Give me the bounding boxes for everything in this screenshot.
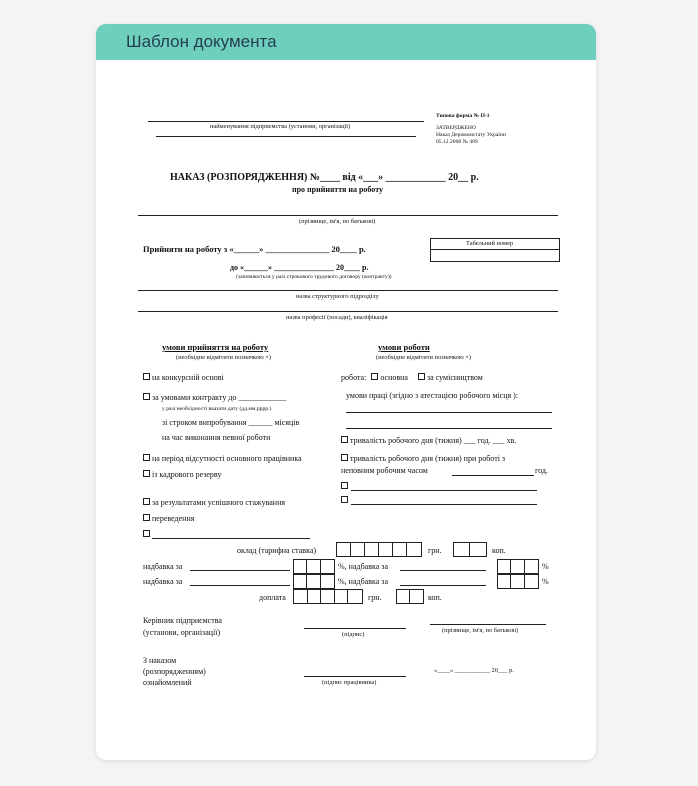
extra-pay-kop-label: коп. (428, 593, 442, 602)
tabel-divider (430, 249, 560, 250)
option-part-day[interactable] (341, 454, 505, 463)
work-type-row (341, 373, 483, 382)
checkbox-icon[interactable] (341, 482, 348, 489)
ack-label-1: З наказом (143, 656, 177, 665)
mark-note-left: (необхідне відмітити позначкою ×) (176, 354, 271, 361)
document-template-card (96, 24, 596, 760)
option-reserve-label: із кадрового резерву (152, 470, 222, 479)
bonus-line-3 (190, 585, 290, 586)
head-label-1: Керівник підприємства (143, 616, 222, 625)
conditions-hire-heading: умови прийняття на роботу (162, 342, 269, 352)
option-contract[interactable] (143, 393, 286, 402)
option-competitive[interactable] (143, 373, 224, 382)
bonus-label-2: надбавка за (143, 577, 183, 586)
option-absence[interactable] (143, 454, 302, 463)
salary-kop-label: коп. (492, 546, 506, 555)
part-time-label: за сумісництвом (426, 373, 483, 382)
work-conditions-text: умови праці (згідно з атестацією робочого місця ): (346, 391, 519, 400)
part-day-line (452, 475, 534, 476)
option-internship-label: за результатами успішного стажування (152, 498, 286, 507)
hour-abbr: год. (535, 466, 548, 475)
head-signature-line (304, 628, 406, 629)
dept-label: назва структурного підрозділу (296, 293, 379, 300)
approved-date: 05.12.2008 № 489 (436, 139, 478, 145)
main-work-label: основна (380, 373, 408, 382)
name-line (138, 215, 558, 216)
contract-note: у разі необхідності вказати дату (дд.мм.рррр.) (162, 406, 272, 412)
bonus-cells-1[interactable] (293, 559, 335, 574)
option-other-right-1[interactable] (341, 482, 350, 491)
ack-label-2: (розпорядженням) (143, 667, 206, 676)
worker-signature-line (304, 676, 406, 677)
certain-work-text: на час виконання певної роботи (162, 433, 271, 442)
bonus-mid-2: %, надбавка за (338, 577, 388, 586)
checkbox-icon[interactable] (143, 530, 150, 537)
probation-text: зі строком випробування ______ місяців (162, 418, 300, 427)
head-label-2: (установи, організації) (143, 628, 221, 637)
checkbox-icon[interactable] (143, 454, 150, 461)
mark-note-right: (необхідне відмітити позначкою ×) (376, 354, 471, 361)
extra-pay-kop-cells[interactable] (396, 589, 424, 604)
salary-label: оклад (тарифна ставка) (237, 546, 317, 555)
checkbox-icon[interactable] (143, 393, 150, 400)
salary-uah-cells[interactable] (336, 542, 422, 557)
form-p1-document (96, 24, 596, 760)
checkbox-icon[interactable] (341, 436, 348, 443)
bonus-cells-4[interactable] (497, 574, 539, 589)
ack-label-3: ознайомлений (143, 678, 192, 687)
profession-label: назва професії (посади), кваліфікація (286, 314, 388, 321)
bonus-mid-1: %, надбавка за (338, 562, 388, 571)
checkbox-icon[interactable] (143, 514, 150, 521)
extra-pay-label: доплата (259, 593, 286, 602)
conditions-work-heading: умови роботи (378, 342, 430, 352)
percent-1: % (542, 562, 549, 571)
dept-line (138, 290, 558, 291)
checkbox-icon[interactable] (371, 373, 378, 380)
work-conditions-line-2 (346, 428, 552, 429)
bonus-cells-2[interactable] (497, 559, 539, 574)
checkbox-icon[interactable] (341, 454, 348, 461)
org-line-2 (156, 136, 416, 137)
ack-date: «____» ___________ 20___ р. (434, 667, 514, 674)
other-right-line-1 (351, 490, 537, 491)
other-right-line-2 (351, 504, 537, 505)
worker-signature-label: (підпис працівника) (322, 679, 377, 686)
option-absence-label: на період відсутності основного працівника (152, 454, 302, 463)
bonus-cells-3[interactable] (293, 574, 335, 589)
bonus-line-4 (400, 585, 486, 586)
approved-label: ЗАТВЕРДЖЕНО (436, 125, 476, 131)
bonus-line-2 (400, 570, 486, 571)
extra-pay-uah-label: грн. (368, 593, 382, 602)
hire-from: Прийняти на роботу з «______» _______________ 20____ р. (143, 244, 366, 254)
extra-pay-uah-cells[interactable] (293, 589, 363, 604)
name-label: (прізвище, ім'я, по батькові) (299, 218, 376, 225)
head-name-line (430, 624, 546, 625)
work-conditions-line-1 (346, 412, 552, 413)
card-title: Шаблон документа (126, 32, 277, 51)
option-transfer[interactable] (143, 514, 194, 523)
salary-uah-label: грн. (428, 546, 442, 555)
bonus-line-1 (190, 570, 290, 571)
option-competitive-label: на конкурсній основі (152, 373, 224, 382)
work-label: робота: (341, 373, 367, 382)
option-contract-label: за умовами контракту до ____________ (152, 393, 287, 402)
option-transfer-label: переведення (152, 514, 195, 523)
checkbox-icon[interactable] (341, 496, 348, 503)
org-line (148, 121, 424, 122)
head-name-label: (прізвище, ім'я, по батькові) (442, 627, 519, 634)
checkbox-icon[interactable] (143, 498, 150, 505)
option-other-left[interactable] (143, 530, 152, 539)
option-other-right-2[interactable] (341, 496, 350, 505)
hire-to: до «______» _______________ 20____ р. (230, 263, 369, 272)
part-day-label-1: тривалість робочого дня (тижня) при роботі з (350, 454, 506, 463)
other-left-line (152, 538, 310, 539)
checkbox-icon[interactable] (143, 373, 150, 380)
head-signature-label: (підпис) (342, 631, 365, 638)
option-reserve[interactable] (143, 470, 221, 479)
day-duration-label: тривалість робочого дня (тижня) ___ год. ___ хв. (350, 436, 517, 445)
profession-line (138, 311, 558, 312)
org-label: найменування підприємства (установи, організації) (210, 123, 351, 130)
order-title: НАКАЗ (РОЗПОРЯДЖЕННЯ) №____ від «___» ____________ 20__ р. (170, 172, 479, 183)
typical-form-label: Типова форма № П-1 (436, 113, 490, 119)
bonus-label-1: надбавка за (143, 562, 183, 571)
option-day-duration[interactable] (341, 436, 516, 445)
approved-by: Наказ Держкомстату України (436, 132, 506, 138)
part-day-label-2: неповним робочим часом (341, 466, 428, 475)
hire-to-note: (заповнюється у разі строкового трудового договору (контракту)) (236, 274, 392, 280)
salary-kop-cells[interactable] (453, 542, 487, 557)
order-subtitle: про прийняття на роботу (292, 185, 384, 194)
percent-2: % (542, 577, 549, 586)
checkbox-icon[interactable] (143, 470, 150, 477)
checkbox-icon[interactable] (418, 373, 425, 380)
tabel-label: Табельний номер (466, 240, 514, 247)
option-internship[interactable] (143, 498, 285, 507)
